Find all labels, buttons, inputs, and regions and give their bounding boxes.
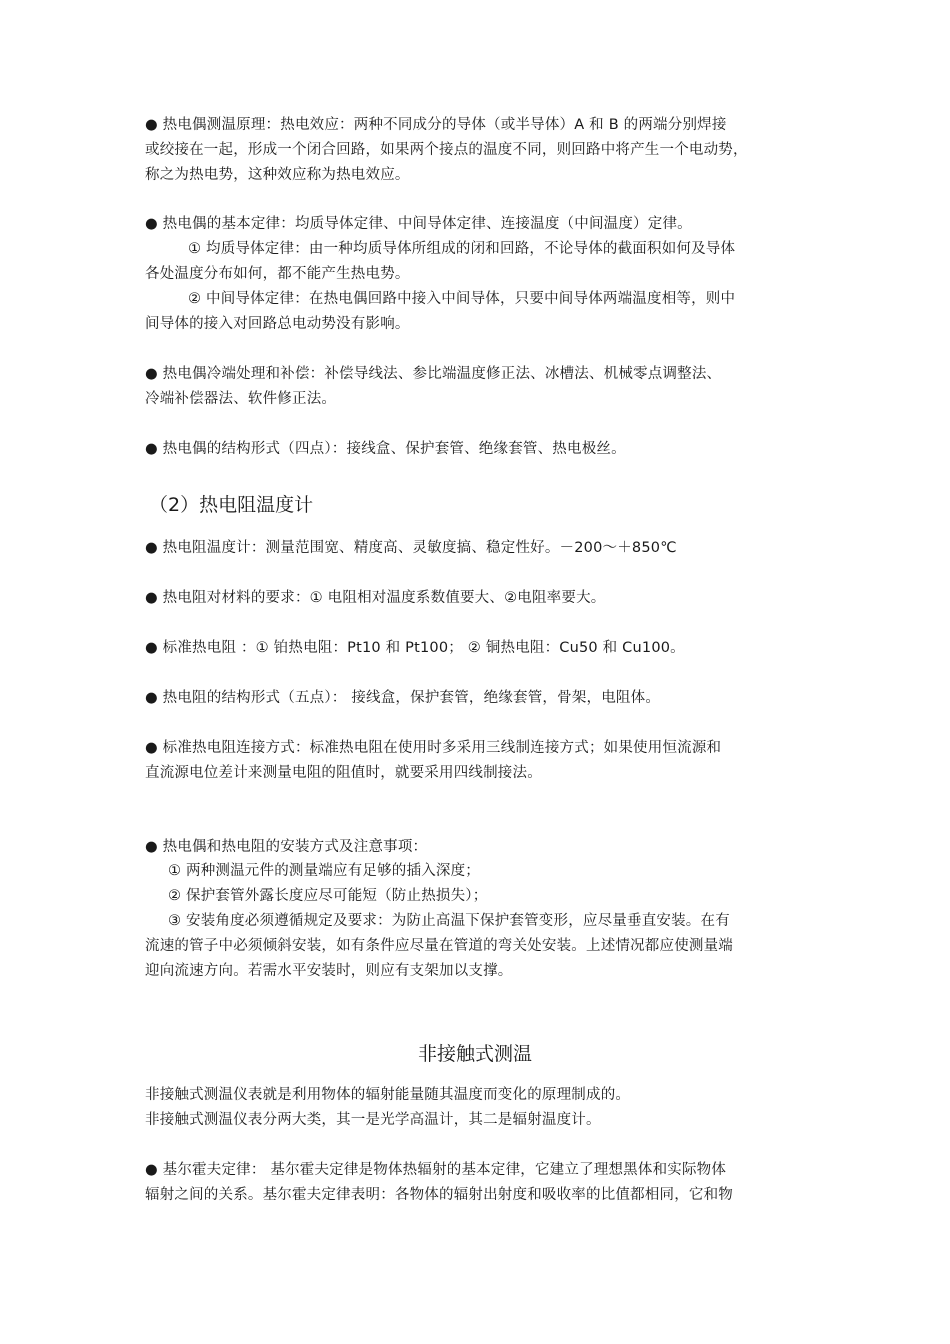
- paragraph-line: ● 热电阻的结构形式（五点）： 接线盒，保护套管，绝缘套管，骨架，电阻体。: [145, 690, 661, 706]
- paragraph-line: ● 热电偶冷端处理和补偿：补偿导线法、参比端温度修正法、冰槽法、机械零点调整法、: [145, 366, 722, 382]
- paragraph-line: 非接触式测温仪表分两大类，其一是光学高温计，其二是辐射温度计。: [145, 1112, 601, 1128]
- paragraph-line: ● 热电偶的结构形式（四点）：接线盒、保护套管、绝缘套管、热电极丝。: [145, 441, 626, 457]
- paragraph-line: 迎向流速方向。若需水平安装时，则应有支架加以支撑。: [145, 963, 513, 979]
- paragraph-line: 称之为热电势，这种效应称为热电效应。: [145, 167, 410, 183]
- paragraph-line: ③ 安装角度必须遵循规定及要求：为防止高温下保护套管变形，应尽量垂直安装。在有: [168, 913, 730, 929]
- paragraph-line: ● 基尔霍夫定律： 基尔霍夫定律是物体热辐射的基本定律，它建立了理想黑体和实际物体: [145, 1162, 727, 1178]
- paragraph-line: ● 热电偶的基本定律：均质导体定律、中间导体定律、连接温度（中间温度）定律。: [145, 216, 692, 232]
- paragraph-line: ● 热电阻对材料的要求：① 电阻相对温度系数值要大、②电阻率要大。: [145, 590, 606, 606]
- section-heading: （2）热电阻温度计: [149, 494, 314, 516]
- paragraph-line: ② 中间导体定律：在热电偶回路中接入中间导体，只要中间导体两端温度相等，则中: [188, 291, 736, 307]
- paragraph-line: 间导体的接入对回路总电动势没有影响。: [145, 316, 410, 332]
- paragraph-line: 非接触式测温仪表就是利用物体的辐射能量随其温度而变化的原理制成的。: [145, 1087, 631, 1103]
- paragraph-line: 直流源电位差计来测量电阻的阻值时，就要采用四线制接法。: [145, 765, 542, 781]
- paragraph-line: ● 标准热电阻 ：① 铂热电阻：Pt10 和 Pt100； ② 铜热电阻：Cu50 和 Cu100。: [145, 640, 685, 656]
- paragraph-line: ● 热电偶测温原理：热电效应：两种不同成分的导体（或半导体）A 和 B 的两端分别焊接: [145, 117, 727, 133]
- section-title: 非接触式测温: [417, 1043, 532, 1065]
- paragraph-line: 或绞接在一起，形成一个闭合回路，如果两个接点的温度不同，则回路中将产生一个电动势，: [145, 142, 748, 158]
- paragraph-line: ① 两种测温元件的测量端应有足够的插入深度；: [168, 863, 481, 879]
- paragraph-line: ● 热电偶和热电阻的安装方式及注意事项：: [145, 839, 428, 855]
- paragraph-line: ● 标准热电阻连接方式：标准热电阻在使用时多采用三线制连接方式；如果使用恒流源和: [145, 740, 722, 756]
- paragraph-line: 各处温度分布如何，都不能产生热电势。: [145, 266, 410, 282]
- paragraph-line: 辐射之间的关系。基尔霍夫定律表明：各物体的辐射出射度和吸收率的比值都相同，它和物: [145, 1187, 733, 1203]
- paragraph-line: ● 热电阻温度计：测量范围宽、精度高、灵敏度搞、稳定性好。－200～＋850℃: [145, 540, 677, 556]
- paragraph-line: ② 保护套管外露长度应尽可能短（防止热损失）；: [168, 888, 488, 904]
- paragraph-line: 冷端补偿器法、软件修正法。: [145, 391, 337, 407]
- paragraph-line: 流速的管子中必须倾斜安装，如有条件应尽量在管道的弯关处安装。上述情况都应使测量端: [145, 938, 733, 954]
- paragraph-line: ① 均质导体定律：由一种均质导体所组成的闭和回路，不论导体的截面积如何及导体: [188, 241, 736, 257]
